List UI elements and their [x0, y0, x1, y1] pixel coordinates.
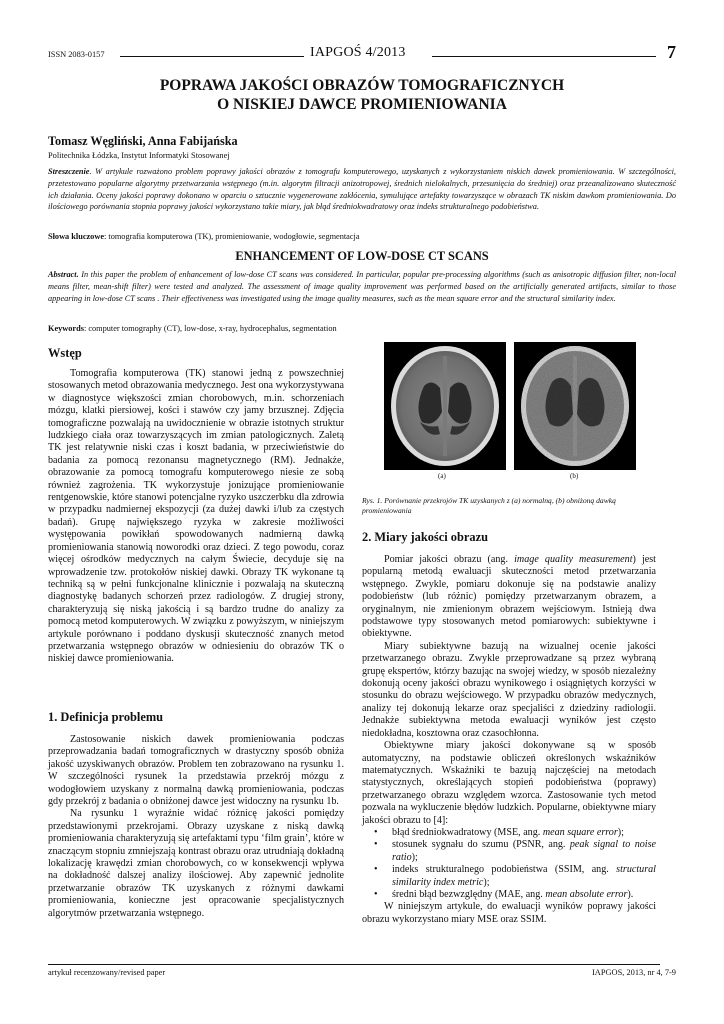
keywords-pl-label: Słowa kluczowe: [48, 232, 105, 241]
figure-caption: Rys. 1. Porównanie przekrojów TK uzyskanych z (a) normalną, (b) obniżoną dawką promieniowania: [362, 496, 616, 515]
bullet-text: błąd średniokwadratowy (MSE, ang.: [392, 826, 543, 838]
section-1-body: [48, 734, 344, 920]
abstract-en-text: In this paper the problem of enhancement of low-dose CT scans was considered. In particular, popular pre-processing algorithms (such as anisotropic diffusion filter, non-local means filter, mean-shift filter) were tested and analyzed. The assessment of image quality improvement was performed based on the artificially generated artifacts, similar to those appearing in low-dose CT scans . Their effectiveness was investigated using the image quality measures, such as the mean square error and the structural similarity index.: [48, 270, 676, 303]
footer-right: IAPGOS, 2013, nr 4, 7-9: [592, 968, 676, 977]
section-heading-2: 2. Miary jakości obrazu: [362, 530, 488, 544]
bullet-text: średni błąd bezwzględny (MAE, ang.: [392, 888, 546, 900]
section-2-body: [362, 554, 656, 926]
section-2-paragraph-4: W niniejszym artykule, do ewaluacji wyników poprawy jakości obrazu wykorzystano miary MSE oraz SSIM.: [362, 901, 656, 925]
affiliation: Politechnika Łódzka, Instytut Informatyki Stosowanej: [48, 151, 230, 160]
keywords-pl-text: : tomografia komputerowa (TK), promieniowanie, wodogłowie, segmentacja: [104, 232, 360, 241]
section-1-paragraph-1: Zastosowanie niskich dawek promieniowania podczas przeprowadzania badań tomograficznych w drastyczny sposób obniża jakość uzyskiwanych obrazów. Problem ten zobrazowano na rysunku 1. W szczególności rysunek 1a przedstawia przekrój mózgu z wodogłowiem uzyskany z normalną dawką promieniowania, podczas gdy przekrój z badania o obniżonej dawce jest widoczny na rysunku 1b.: [48, 734, 344, 808]
bullet-text: stosunek sygnału do szumu (PSNR, ang.: [392, 839, 570, 851]
bullet-term: peak signal to noise ratio: [392, 839, 656, 863]
abstract-pl: [48, 166, 676, 213]
title-line-1: POPRAWA JAKOŚCI OBRAZÓW TOMOGRAFICZNYCH: [159, 77, 565, 94]
abstract-pl-text: . W artykule rozważono problem poprawy jakości obrazów z tomografu komputerowego, uzyskanych z wykorzystaniem niskich dawek promieniowania. W szczególności, przetestowano popularne algorytmy przetwarzania wstępnego (m.in. algorytm filtracji anizotropowej, średnich nielokalnych, przesunięcia do średniej) oraz przeanalizowano skuteczność ich działania. Oceny jakości poprawy dokonano w oparciu o sztucznie wygenerowane zakłócenia, symulujące artefakty towarzyszące w obrazach TK niskim dawkom promieniowania. Do ilościowego porównania stopnia poprawy jakości wykorzystano takie miary, jak błąd średniokwadratowy oraz indeks strukturalnego podobieństwa.: [48, 167, 676, 212]
section-heading-1: 1. Definicja problemu: [48, 710, 164, 724]
section-2-paragraph-3: Obiektywne miary jakości dokonywane są w sposób automatyczny, na podstawie obliczeń określonych wskaźników matematycznych. Wskaźniki te bazują najczęściej na metodach statystycznych, określających stopień podobieństwa (poprawy) przetwarzanego obrazu względem wzorca. Zastosowanie tych metod pozwala na wykluczenie błędów ludzkich. Popularne, obiektywne miary jakości obrazu to [4]:: [362, 740, 656, 826]
keywords-en: [48, 324, 676, 333]
s2p1-term: image quality measurement: [514, 554, 633, 565]
list-item: [372, 864, 656, 889]
bullet-term: mean absolute error: [545, 888, 628, 900]
bullet-term: structural similarity index metric: [392, 864, 656, 888]
ct-scan-normal-dose-image: [384, 342, 506, 470]
figure-label-b: (b): [570, 472, 579, 480]
paper-title: [48, 76, 676, 114]
bullet-text: indeks strukturalnego podobieństwa (SSIM, ang.: [392, 864, 617, 876]
abstract-en-label: Abstract.: [48, 270, 79, 279]
ct-scan-low-dose-image: [514, 342, 636, 470]
bullet-text: );: [411, 851, 418, 863]
page-header: [48, 44, 676, 64]
keywords-pl: [48, 232, 676, 241]
title-line-2: O NISKIEJ DAWCE PROMIENIOWANIA: [217, 96, 507, 113]
abstract-pl-label: Streszczenie: [48, 167, 90, 176]
figure-label-a: (a): [438, 472, 446, 480]
bullet-text: ).: [627, 888, 634, 900]
bullet-text: );: [617, 826, 624, 838]
header-rule-left: [120, 56, 304, 57]
section-2-paragraph-1: [362, 554, 656, 641]
section-heading-intro: Wstęp: [48, 346, 82, 360]
list-item: [372, 889, 656, 901]
abstract-en: [48, 269, 676, 304]
page-number: 7: [667, 42, 676, 62]
quality-measures-list: [372, 827, 656, 901]
list-item: [372, 839, 656, 864]
section-2-paragraph-2: Miary subiektywne bazują na wizualnej ocenie jakości przetwarzanego obrazu. Zwykle przeprowadzane są przez wybraną grupę ekspertów, którzy bazując na swojej wiedzy, w sposób niezależny dokonują oceny jakości obrazu wynikowego i osiągniętych korzyści w stosunku do obrazu wejściowego. W przypadku obrazów medycznych, analizy tej dokonują lekarze oraz specjaliści z dziedziny radiologii. Jednakże subiektywna metoda ewaluacji wyników jest często niedokładna, kosztowna oraz czasochłonna.: [362, 640, 656, 739]
keywords-en-text: : computer tomography (CT), low-dose, x-ray, hydrocephalus, segmentation: [83, 324, 337, 333]
section-1-paragraph-2: Na rysunku 1 wyraźnie widać różnicę jakości pomiędzy przedstawionymi przekrojami. Obrazy uzyskane z niską dawką promieniowania charakteryzują się artefaktami typu ‘film grain’, które w znaczącym stopniu zmniejszają kontrast obrazu oraz utrudniają dokładną lokalizację krawędzi zmian chorobowych, co w konsekwencji wpływa na dokładność dalszej analizy ilościowej. Aby zapewnić jednolite przetwarzanie obrazów TK uzyskanych z różnymi dawkami promieniowania, konieczne jest opracowanie specjalistycznych algorytmów przetwarzania wstępnego.: [48, 808, 344, 919]
issn: ISSN 2083-0157: [48, 50, 105, 59]
figure-1: [362, 342, 662, 478]
journal-name: IAPGOŚ 4/2013: [310, 45, 406, 60]
list-item: [372, 827, 656, 839]
bullet-term: mean square error: [542, 826, 618, 838]
intro-paragraph: Tomografia komputerowa (TK) stanowi jedną z powszechniej stosowanych metod obrazowania medycznego. Jest ona wykorzystywana w diagnostyce większości zmian chorobowych, m.in. schorzeniach mózgu, klatki piersiowej, kości i stawów czy jamy brzusznej. Zdjęcia tomograficzne pozwalają na uwidocznienie w obrazie istotnych struktur ludzkiego ciała oraz towarzyszących im zmian patologicznych. Zaletą TK jest relatywnie niski czas i koszt badania, w przeciwieństwie do badania za pomocą rezonansu magnetycznego (RM). Jednakże, obrazowanie za pomocą tomografu komputerowego niesie ze sobą również zagrożenia. TK wykorzystuje jonizujące promieniowanie rentgenowskie, które stanowi potencjalne ryzyko uszczerbku dla zdrowia w przypadku nadmiernej ekspozycji (za dużej dawki i/lub za częstych badań). Grupę największego ryzyka w zakresie możliwości występowania powikłań spowodowanych nadmierną dawką promieniowania stanowią noworodki oraz dzieci. Z tego powodu, coraz więcej ośrodków medycznych na całym Świecie, decyduje się na wprowadzenie tzw. protokołów niskiej dawki. Obrazy TK wykonane tą techniką są w pełni funkcjonalne klinicznie i pozwalają na skuteczną diagnostykę badanych schorzeń przez radiologów. Z drugiej strony, charakteryzują się niską jakością i są bardzo trudne do analizy za pomocą metod komputerowych. W związku z powyższym, w niniejszym artykule porównano i poddano dyskusji skuteczność znanych metod przetwarzania wstępnego obrazów w odniesieniu do obrazów TK o niskiej dawce promieniowania.: [48, 368, 344, 665]
header-rule-right: [432, 56, 656, 57]
title-en: ENHANCEMENT OF LOW-DOSE CT SCANS: [235, 249, 489, 263]
section-intro-body: [48, 368, 344, 666]
s2p1-text-a: Pomiar jakości obrazu (ang.: [384, 554, 515, 565]
keywords-en-label: Keywords: [48, 324, 84, 333]
footer-rule: [48, 964, 660, 965]
s2p1-text-b: ) jest popularną metodą ewaluacji skuteczności metod przetwarzania wstępnego. Zwykle, pomiaru dokonuje się na podstawie analizy podobieństw (lub różnic) pomiędzy przetwarzanym obrazem, a oryginalnym, nie zmienionym obrazem wejściowym. Istnieją dwa podstawowe typy stosowanych metod pomiarowych: subiektywne i obiektywne.: [362, 554, 656, 640]
authors: Tomasz Węgliński, Anna Fabijańska: [48, 134, 238, 148]
footer-left: artykuł recenzowany/revised paper: [48, 968, 166, 977]
bullet-text: );: [483, 876, 490, 888]
